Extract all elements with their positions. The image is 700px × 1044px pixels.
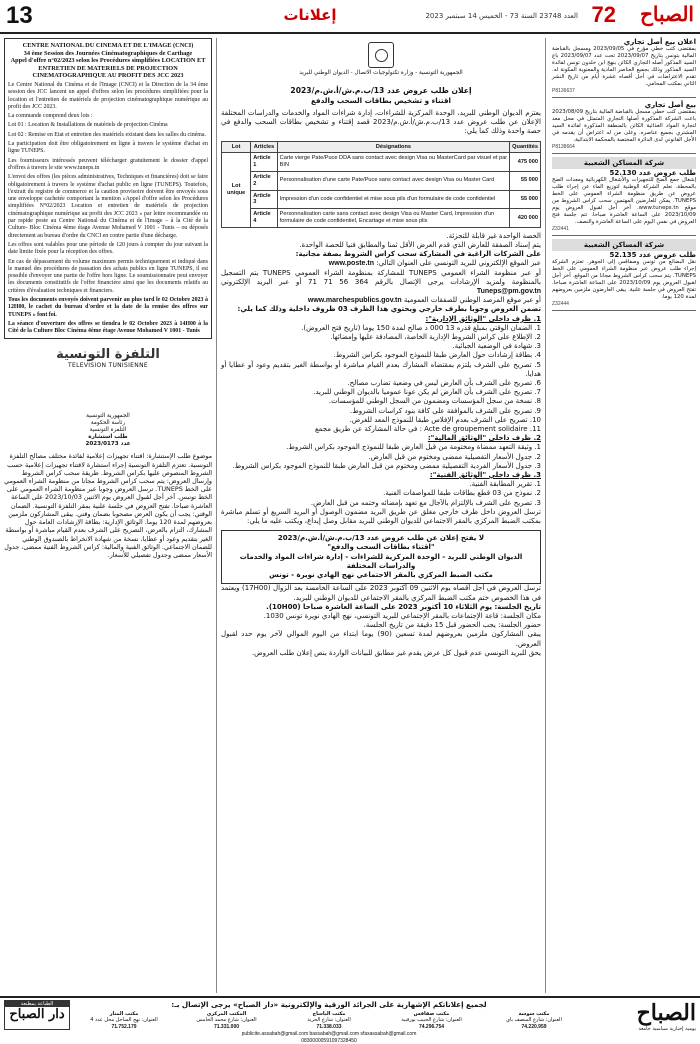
- ad-ref: Z32444: [552, 301, 569, 307]
- contact-phone[interactable]: 74.296.754: [418, 1023, 445, 1030]
- article-cell: Article 3: [251, 190, 277, 209]
- cnci-title-1: CENTRE NATIONAL DU CINEMA ET DE L'IMAGE (CNCI): [22, 42, 194, 49]
- body-line: تضمن العروض وجوبا بطرف خارجي ويحتوي هذا الظرف 03 ظروف داخلية وذلك كما يلي:: [237, 305, 541, 314]
- page-header: [0, 0, 700, 34]
- page-footer: [0, 996, 700, 1044]
- ad-body: إشغال جمع الضخ للتجهيزات والأشغال الكهربائية ومعدات الضخ بالمحطة. تعلم الشركة الوطنية لتوزيع الماء عن إجراء طلب عروض عن طريق منظومة الشراء العمومي على الخط TUNEPS. يمكن للعارضين المهتمين سحب كراس الشروط من موقع www.tuneps.tn. آخر أجل لقبول العروض يوم 2023/10/09 على الساعة العاشرة صباحا. تتم جلسة فتح العروض في نفس اليوم على الساعة العاشرة والنصف.: [552, 177, 696, 225]
- contact-list: [76, 1011, 582, 1030]
- footer-logo-text: الصباح: [636, 1000, 696, 1026]
- designation-cell: Impression d'un code confidentiel et mise sous pils d'un formulaire de code confidentiel: [277, 190, 510, 209]
- ministry-name: الجمهورية التونسية - وزارة تكنولوجيات الاتصال - الديوان الوطني للبريد: [299, 70, 463, 76]
- tender-body: [221, 232, 541, 658]
- classified-ad: [552, 101, 696, 154]
- footer-emails[interactable]: publicite.assabah@gmail.com bassabah@gmail.com sfaxassabah@gmail.com: [241, 1031, 417, 1038]
- cnci-title-3: Appel d'offre n°02/2023 selon les Procédures simplifiées LOCATION ET ENTRETIEN DE MATERIELS DE PROJECTION CINEMATOGRAPHIQUE AU PROFIT DES JCC 2023: [10, 57, 206, 80]
- contact-phone[interactable]: 74.220.959: [521, 1023, 547, 1030]
- body-line: يحق للبريد التونسي عدم قبول كل عرض يقدم غير مطابق للبيانات الواردة بنص إعلان طلب العروض.: [251, 648, 541, 657]
- list-item: 3. شهادة في الوضعية الجبائية.: [452, 342, 541, 351]
- envelope-2-title: 2. ظرف داخلي "الوثائق المالية":: [427, 434, 541, 443]
- col-header-lot: Lot: [222, 141, 251, 153]
- contact-address: العنوان: شارع الحبيب بورقيبة: [401, 1017, 462, 1024]
- poste-link[interactable]: www.poste.tn: [328, 260, 375, 268]
- ttv-meta-line: رئاسة الحكومة: [90, 420, 126, 427]
- issue-info: العدد 23748 السنة 73 - الخميس 14 سبتمبر 2023: [425, 12, 578, 20]
- classified-ad: [552, 239, 696, 311]
- body-line: [221, 269, 541, 297]
- list-item: 1. تقرير المطابقة الفنية.: [469, 480, 541, 489]
- contact-label: المكتب المركزي: [206, 1011, 247, 1017]
- list-item: 10. تصريح على الشرف بعدم الإفلاس طبقا للنموذج المعد للغرض.: [349, 415, 541, 424]
- ttv-logo: [4, 347, 212, 411]
- logo-text: الصباح: [639, 2, 694, 26]
- ad-title: شركة المساكن الشعبية: [552, 239, 696, 251]
- printer-name: دار الصباح: [9, 1007, 65, 1022]
- body-line: ترسل العروض داخل ظرف خارجي مغلق عن طريق البريد مضمون الوصول أو البريد السريع أو تسلم مباشرة بمكتب الضبط المركزي بالمقر الاجتماعي للديوان الوطني للبريد مقابل وصل إيداع، ويكتب عليه ما يلي:: [221, 507, 541, 526]
- cnci-opening: La séance d'ouverture des offres se tiendra le 02 Octobre 2023 à 14H00 à la Cité de la Culture Bloc Cinéma 4ème étage Avenue Mohamed V 1001 - Tunis: [8, 320, 208, 335]
- ad-body: نقل البضائع من تونس وصفاقس إلى الجوهر. تعتزم الشركة إجراء طلب عروض عبر منظومة الشراء العمومي على الخط TUNEPS. يتم سحب كراس الشروط مجانا من الموقع. آخر أجل لقبول العروض يوم 2023/10/09 على الساعة العاشرة صباحا. تفتح العروض في جلسة علنية. يبقى العارضون ملزمين بعروضهم لمدة 120 يوما.: [552, 259, 697, 300]
- cnci-paragraph: En cas de dépassement du volume maximum permis techniquement et indiqué dans le manuel des procédures de passation des achats publics en ligne TUNEPS, il est possible d'envoyer une partie de l'offre hors ligne. Le soumissionnaire peut envoyer les documents constitutifs de l'offre financière ainsi que les documents relatifs au critères d'évaluation techniques et financiers.: [8, 258, 208, 294]
- ttv-meta: [4, 413, 212, 448]
- contact-item: [179, 1011, 275, 1030]
- ad-title: شركة المساكن الشعبية: [552, 157, 696, 169]
- contact-label: مكتب الباساج: [312, 1011, 346, 1017]
- lot-cell: Lot unique: [222, 153, 251, 227]
- list-item: 7. تصريح على الشرف بأن العارض لم يكن عونا عموميا بالديوان الوطني للبريد.: [313, 388, 541, 397]
- cnci-paragraph: L'envoi des offres (les pièces administratives, Techniques et financières) doit se faire obligatoirement à travers le système d'achat public en ligne (TUNEPS). Toutefois, l'extrait du registre de commerce et la caution provisoire doivent être envoyés sous une enveloppe cachetée comportant la mention «Appel d'offre selon les Procédures simplifiées N°02/2023 Location et entretien de matériels de projection cinématographique numérique au profit des JCC 2023 » par lettre recommandée ou par rapide poste au Centre National du Cinéma et de l'Image – à la Cité de la Culture- Bloc Cinéma 4ème étage Avenue Mohamed V 1001 - Tunis – ou déposés directement au bureau d'ordre du CNCI en contre partie d'une décharge.: [8, 174, 208, 239]
- section-title: إعلانات: [283, 6, 337, 24]
- ad-ref: P8136637: [552, 88, 575, 94]
- list-item: 3. تصريح على الشرف بالإلتزام بالآجال مع تعهد بإمضائه وختمه من قبل العارض.: [310, 498, 541, 507]
- cnci-tender-ad: [4, 38, 212, 339]
- envelope-1-title: 1. ظرف داخلي "الوثائق الإدارية":: [425, 314, 541, 323]
- page-number: 13: [6, 2, 33, 29]
- designation-cell: Personnalisation d'une carte Pate/Puce sans contact avec design Visa ou Master Card: [277, 172, 510, 191]
- footer-rib: 08300000591097328450: [301, 1038, 357, 1044]
- ttv-name-fr: TELEVISION TUNISIENNE: [68, 362, 148, 370]
- quantity-cell: 420 000: [510, 209, 541, 228]
- body-line: الحصة الواحدة غير قابلة للتجزئة.: [446, 231, 541, 240]
- footer-newspaper-logo: [586, 1000, 696, 1030]
- body-line: يبقى المشاركون ملزمين بعروضهم لمدة تسعين (90) يوما ابتداء من اليوم الموالي لآخر يوم حدد لقبول العروض.: [221, 630, 541, 648]
- lots-table: [221, 141, 541, 228]
- cnci-paragraph: Les fournisseurs intéressés peuvent télécharger gratuitement le dossier d'appel d'offres à travers le site www.tuneps.tn: [8, 157, 208, 171]
- ad-body: بمقتضى كتب خطي مسجل بالقباضة المالية بتاريخ 2023/08/09 باعت الشركة المذكورة أصلها التجاري المتمثل في محل معد لتجارة المواد الغذائية الكائن بالمنطقة المذكورة لفائدة السيد المشتري بجميع عناصره. وعلى من له اعتراض أن يقدمه في الأجل القانوني لدى الدائرة المختصة بالمحكمة الابتدائية.: [552, 109, 696, 143]
- ad-subtitle: طلب عروض عدد 52.135: [609, 251, 696, 259]
- contact-item: [281, 1011, 377, 1030]
- list-item: 2. الإطلاع على كراس الشروط الإدارية الخاصة، المصادقة عليها وإمضائها.: [330, 333, 541, 342]
- list-item: 2. نموذج من 03 قطع بطاقات طبقا للمواصفات الفنية.: [383, 489, 541, 498]
- body-line: على الشركات الراغبة في المشاركة سحب كراس الشروط بصفة مجانية:: [295, 250, 541, 259]
- article-cell: Article 4: [251, 209, 277, 228]
- contact-item: [384, 1011, 480, 1030]
- session-attendance: حضور الجلسة: يجب الحضور قبل 15 دقيقة من تاريخ الجلسة.: [363, 621, 541, 630]
- contact-phone[interactable]: 71.752.179: [111, 1023, 137, 1030]
- contact-address: العنوان: شارع محمد الخامس: [196, 1017, 257, 1024]
- tender-subtitle: اقتناء و تشخيص بطاقات السحب والدفع: [310, 96, 451, 105]
- list-item: 2. جدول الأسعار التفصيلية ممضى ومختوم من قبل العارض.: [368, 452, 541, 461]
- body-text: أو عبر منظومة الشراء العمومي TUNEPS للمشاركة بمنظومة الشراء العمومي TUNEPS يتم التسجيل بالمنظومة ولمزيد الإرشادات يرجى الإتصال بالرقم 364 56 71 71 أو عبر البريد الإلكتروني: [221, 268, 542, 286]
- col-header-designations: Désignations: [277, 141, 510, 153]
- right-column: [552, 38, 696, 993]
- contact-phone[interactable]: 71.338.033: [316, 1023, 342, 1030]
- cnci-paragraph: Lot 02 : Remise en Etat et entretien des matériels existant dans les salles du cinéma.: [8, 131, 206, 138]
- contact-address: العنوان: نهج الساحل محل عدد 4: [90, 1017, 158, 1024]
- envelope-label-box: [221, 530, 541, 584]
- ad-ref: P8138664: [552, 144, 575, 150]
- body-line: [221, 296, 541, 305]
- session-date: تاريخ الجلسة: يوم الثلاثاء 10 أكتوبر 2023 على الساعة العاشرة صباحا (10H00).: [266, 602, 541, 611]
- list-item: 9. تصريح على الشرف بالموافقة على كافة بنود كراسات الشروط.: [350, 406, 541, 415]
- ttv-meta-line: طلب استشارة: [88, 434, 128, 441]
- cnci-title-2: 34 ème Session des Journées Cinématographiques de Carthage: [23, 49, 193, 57]
- list-item: 3. جدول الأسعار الفردية التفصيلية ممضى ومختوم من قبل العارض طبقا للنموذج الموجود بكراس الشروط.: [232, 461, 541, 470]
- ministry-emblem-icon: [368, 42, 394, 68]
- list-item: 11. Acte de groupement solidaire : في حالة المشاركة عن طريق مجمع: [314, 425, 541, 434]
- col-header-quantities: Quantités: [510, 141, 541, 153]
- list-item: 8. نسخة من سجل المؤسسات ومضمون من السجل الوطني للمؤسسات.: [328, 397, 541, 406]
- col-header-articles: Articles: [251, 141, 277, 153]
- contact-phone[interactable]: 71.331.000: [213, 1023, 240, 1030]
- body-line: يتم إسناد الصفقة للعارض الذي قدم العرض الأقل ثمنا والمطابق فنيا للحصة الواحدة.: [299, 240, 541, 249]
- cnci-deadline: Tous les documents envoyés doivent parvenir au plus tard le 02 Octobre 2023 à 12H00, le cachet du bureau d'ordre et la date de la remise des offres sur TUNEPS » font foi.: [8, 296, 208, 318]
- ad-body: بمقتضى كتب خطي مؤرخ في 2023/09/05 ومسجل بالقباضة المالية بتونس بتاريخ 2023/09/07 تحت عدد 2023/09/07 باع السيد المذكور أصله التجاري الكائن بنهج ابن خلدون تونس لفائدة السيد المذكور وذلك بجميع العناصر المادية والمعنوية المكونة له. تقدم الاعتراضات في أجل أقصاه عشرة أيام من تاريخ النشر الثاني بمكتب المحامي.: [552, 46, 697, 87]
- list-item: 1. وثيقة التعهد ممضاة ومختومة من قبل العارض طبقا للنموذج الموجود بكراس الشروط.: [286, 443, 541, 452]
- middle-column: [216, 38, 546, 993]
- tuneps-email-link[interactable]: Tuneps@pm.gov.tn: [476, 288, 541, 295]
- body-line: ترسل العروض في أجل أقصاه يوم الاثنين 09 أكتوبر 2023 على الساعة الخامسة بعد الزوال (17H00) ويعتمد في هذا الخصوص ختم مكتب الضبط المركزي بالمقر الاجتماعي للديوان الوطني للبريد.: [221, 584, 541, 602]
- ttv-meta-line: الجمهورية التونسية: [86, 413, 130, 420]
- tender-title: إعلان طلب عروض عدد 13/ب.م.ش/أ.ش.م/2023: [290, 86, 472, 95]
- ttv-meta-line: التلفزة التونسية: [89, 427, 127, 434]
- printer-logo: [4, 1000, 70, 1030]
- contact-label: مكتب سوسة: [518, 1011, 550, 1017]
- envelope-label: لا يفتح إعلان عن طلب عروض عدد 13/ب.م.ش/أ.ش.م/2023: [277, 534, 485, 543]
- table-row: [222, 190, 541, 209]
- tender-intro: يعتزم الديوان الوطني للبريد، الوحدة المركزية للشراءات، إدارة شراءات المواد والخدمات والدراسات المختلفة الإعلان عن طلب عروض عدد 13/ب.م.ش/أ.ش.م/2023 قصد إقتناء و تشخيص بطاقات السحب والدفع في حصة واحدة وذلك كما يلي:: [221, 109, 541, 136]
- body-text: عبر الموقع الإلكتروني للبريد التونسي على العنوان التالي:: [376, 259, 541, 268]
- list-item: 1. الضمان الوقتي بمبلغ قدره 13 000 د صالح لمدة 150 يوما (تاريخ فتح العروض).: [301, 323, 541, 332]
- contact-address: العنوان: شارع الحرية: [307, 1017, 351, 1024]
- classified-ad: [552, 38, 696, 98]
- contact-label: مكتب صفاقس: [413, 1011, 450, 1017]
- footer-logo-sub: يومية إخبارية سياسية جامعة: [638, 1026, 696, 1032]
- quantity-cell: 55 000: [510, 172, 541, 191]
- article-cell: Article 2: [251, 172, 277, 191]
- contact-address: العنوان: شارع المنصف باي: [506, 1017, 562, 1024]
- quantity-cell: 55 000: [510, 190, 541, 209]
- ad-subtitle: طلب عروض عدد 52.130: [609, 169, 696, 177]
- contact-item: [486, 1011, 582, 1030]
- ad-title: اعلان بيع أصل تجاري: [623, 38, 696, 46]
- ttv-body: موضوع طلب الإستشارة: اقتناء تجهيزات إعلامية لفائدة مختلف مصالح التلفزة التونسية. تعتزم التلفزة التونسية إجراء استشارة لاقتناء تجهيزات إعلامية حسب الشروط المنصوص عليها بكراس الشروط. طريقة سحب كراس الشروط وإرسال العروض: يتم سحب كراس الشروط مجانا من منظومة الشراء العمومي على الخط TUNEPS. ترسل العروض وجوبا عبر منظومة الشراء العمومي على الخط تونبس. آخر أجل لقبول العروض يوم الاثنين 2023/10/03 على الساعة العاشرة صباحا. تفتح العروض في جلسة علنية بمقر التلفزة التونسية. الضمان الوقتي: يجب أن يكون العرض مصحوبا بضمان وقتي. يبقى المشاركون ملزمين بعروضهم لمدة 120 يوما. الوثائق الإدارية: بطاقة الإرشادات العامة حول المشارك، التزام بالعرض، التصريح على الشرف بعدم القيام مباشرة أو بواسطة الغير بتقديم وعود أو عطايا، نسخة من شهادة الانخراط بالصندوق الوطني للضمان الاجتماعي. الوثائق الفنية والمالية: كراس الشروط الفنية ممضى، جدول الأسعار ممضى وجدول تفصيلي للأسعار.: [4, 452, 212, 559]
- designation-cell: Carte vierge Pate/Puce DDA sans contact avec design Visa ou MasterCard par visuel et par BIN: [277, 153, 510, 172]
- envelope-3-title: 3. ظرف داخلي "الوثائق الفنية":: [429, 471, 541, 480]
- logo-number: 72: [591, 2, 616, 27]
- body-line: [221, 259, 541, 268]
- envelope-label: الديوان الوطني للبريد - الوحدة المركزية للشراءات - إدارة شراءات المواد والخدمات والدراسات المختلفة: [239, 552, 523, 570]
- table-row: [222, 172, 541, 191]
- list-item: 6. تصريح على الشرف بأن العارض ليس في وضعية تضارب مصالح.: [347, 379, 541, 388]
- quantity-cell: 475 000: [510, 153, 541, 172]
- ministry-header: [221, 42, 541, 82]
- article-cell: Article 1: [251, 153, 277, 172]
- printer-label: الطباعة بمطبعة: [5, 1001, 69, 1007]
- contact-item: [76, 1011, 172, 1030]
- marchespublics-link[interactable]: www.marchespublics.gov.tn: [307, 297, 402, 305]
- designation-cell: Personnalisation carte sans contact avec design Visa ou Master Card, Impression d'un formulaire de code confidentiel, Encartage et mise sous plis: [277, 209, 510, 228]
- cnci-paragraph: La participation doit être obligatoirement en ligne à travers le système d'achat en ligne TUNEPS.: [8, 141, 208, 155]
- ttv-name-ar: التلفزة التونسية: [56, 347, 160, 363]
- session-place: مكان الجلسة: قاعة الإجتماعات بالمقر الإجتماعي للبريد التونسي، نهج الهادي نويرة تونس 1030.: [263, 611, 541, 620]
- footer-banner: لجميع إعلاناتكم الإشهارية على الجرائد الورقية والإلكترونية «دار الصباح» يرجى الإتصال بـ:: [171, 1000, 487, 1009]
- envelope-label: "اقتناء بطاقات السحب والدفع": [327, 543, 435, 552]
- list-item: 5. تصريح على الشرف يلتزم بمقتضاه المشارك بعدم القيام مباشرة أو بواسطة الغير بتقديم وعود أو عطايا أو هدايا.: [221, 360, 541, 378]
- table-row: [222, 153, 541, 172]
- ad-ref: Z32441: [552, 226, 569, 232]
- list-item: 4. بطاقة إرشادات حول العارض طبقا للنموذج الموجود بكراس الشروط.: [333, 351, 541, 360]
- left-column: [4, 38, 212, 993]
- footer-contacts: [76, 1000, 582, 1044]
- cnci-paragraph: Le Centre National du Cinéma et de l'Image (CNCI) et la Direction de la 34 ème session des JCC lancent un appel d'offres selon les procédures simplifiées pour la location et l'entretien de matériels de projection cinématographique numérique au profit des JCC 2023.: [8, 81, 208, 110]
- table-row: [222, 209, 541, 228]
- ad-title: بيع أصل تجاري: [644, 101, 696, 109]
- cnci-paragraph: Lot 01 : Location & Installations de matériels de projection Cinéma: [8, 122, 168, 129]
- cnci-paragraph: Les offres sont valables pour une période de 120 jours à compter du jour suivant la date limite fixée pour la réception des offres.: [8, 241, 208, 256]
- contact-label: مكتب المنار: [109, 1011, 139, 1017]
- envelope-label: مكتب الضبط المركزي بالمقر الاجتماعي نهج الهادي نويرة - تونس: [269, 571, 493, 580]
- classified-ad: [552, 157, 696, 236]
- cnci-paragraph: La commande comprend deux lots :: [8, 113, 93, 120]
- body-text: أو عبر موقع المرصد الوطني للصفقات العمومية: [403, 296, 541, 305]
- newspaper-logo[interactable]: [584, 2, 694, 30]
- ttv-meta-line: عدد 2023/0173: [85, 441, 131, 448]
